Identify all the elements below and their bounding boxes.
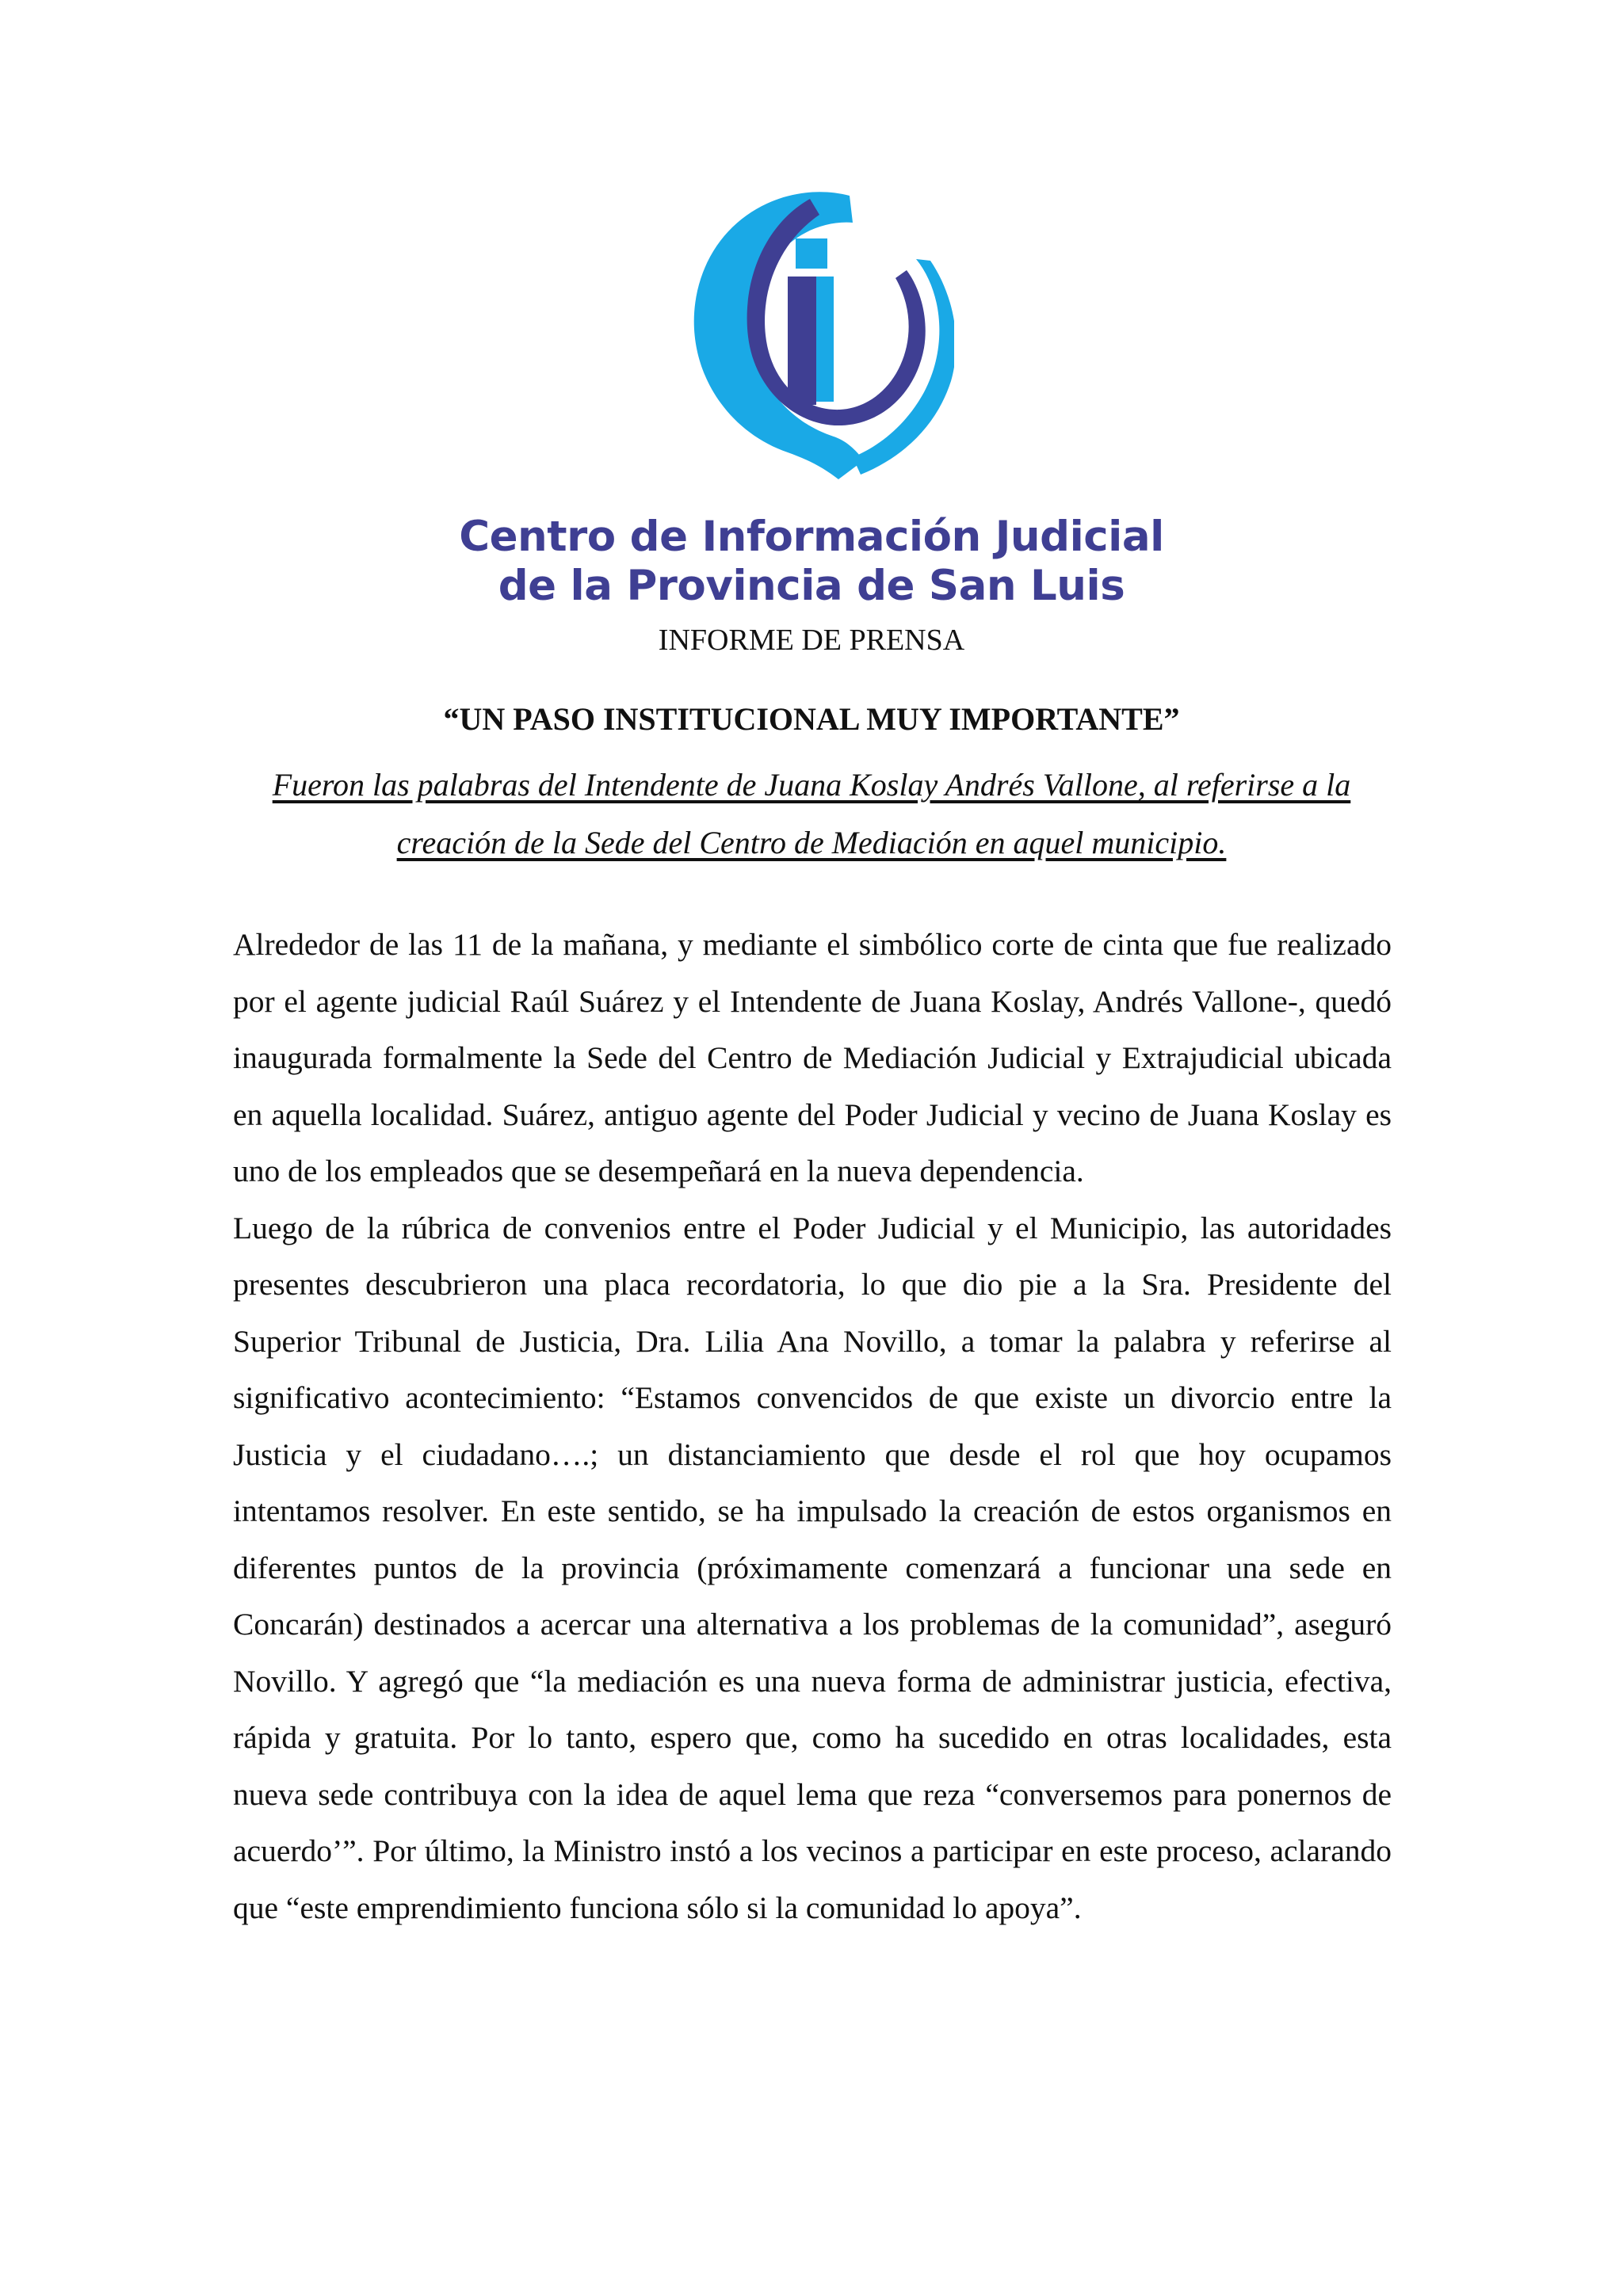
subheadline-line-1: Fueron las palabras del Intendente de Juana Koslay Andrés Vallone, al referirse a la xyxy=(272,767,1351,803)
body-paragraph-1: Alrededor de las 11 de la mañana, y mediante el simbólico corte de cinta que fue realizado por el agente judicial Raúl Suárez y el Intendente de Juana Koslay, Andrés Vallone-, quedó inaugurada formalmente la Sede del Centro de Mediación Judicial y Extrajudicial ubicada en aquella localidad. Suárez, antiguo agente del Poder Judicial y vecino de Juana Koslay es uno de los empleados que se desempeñará en la nueva dependencia. xyxy=(233,927,1392,1188)
organization-name-line-2: de la Provincia de San Luis xyxy=(498,562,1125,610)
organization-name xyxy=(0,513,1623,611)
article-body xyxy=(233,917,1392,1936)
press-release-subheadline xyxy=(0,756,1623,871)
press-release-headline: “UN PASO INSTITUCIONAL MUY IMPORTANTE” xyxy=(443,701,1180,737)
document-type-label: INFORME DE PRENSA xyxy=(658,624,965,657)
cij-logo-mark-icon xyxy=(669,178,954,495)
organization-name-line-1: Centro de Información Judicial xyxy=(459,513,1164,561)
body-paragraph-2: Luego de la rúbrica de convenios entre el Poder Judicial y el Municipio, las autoridades presentes descubrieron una placa recordatoria, lo que dio pie a la Sra. Presidente del Superior Tribunal de Justicia, Dra. Lilia Ana Novillo, a tomar la palabra y referirse al significativo acontecimiento: “Estamos convencidos de que existe un divorcio entre la Justicia y el ciudadano….; un distanciamiento que desde el rol que hoy ocupamos intentamos resolver. En este sentido, se ha impulsado la creación de estos organismos en diferentes puntos de la provincia (próximamente comenzará a funcionar una sede en Concarán) destinados a acercar una alternativa a los problemas de la comunidad”, aseguró Novillo. Y agregó que “la mediación es una nueva forma de administrar justicia, efectiva, rápida y gratuita. Por lo tanto, espero que, como ha sucedido en otras localidades, esta nueva sede contribuya con la idea de aquel lema que reza “conversemos para ponernos de acuerdo’”. Por último, la Ministro instó a los vecinos a participar en este proceso, aclarando que “este emprendimiento funciona sólo si la comunidad lo apoya”. xyxy=(233,1210,1392,1925)
logo xyxy=(0,178,1623,611)
subheadline-line-2: creación de la Sede del Centro de Mediación en aquel municipio. xyxy=(396,825,1227,860)
